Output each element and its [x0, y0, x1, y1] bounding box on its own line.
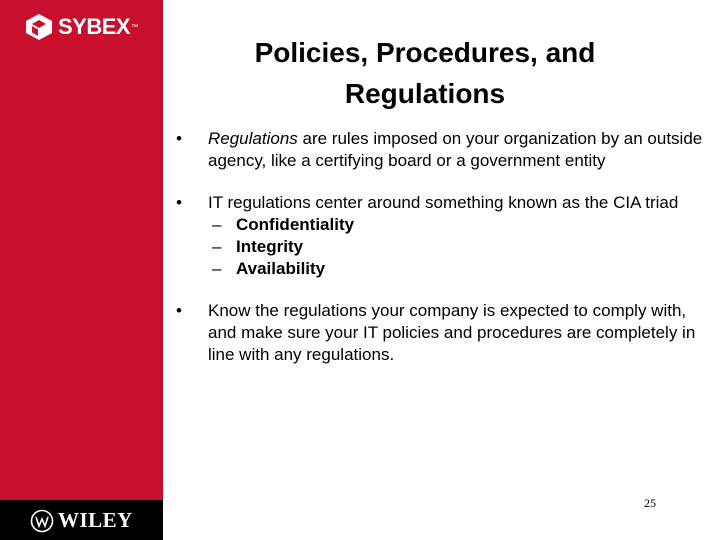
sybex-wordmark: SYBEX [58, 14, 131, 39]
bullet-italic-term: Regulations [208, 129, 298, 148]
sybex-logo [24, 12, 138, 42]
slide-title: Policies, Procedures, and Regulations [254, 37, 596, 109]
bullet-marker: • [176, 301, 182, 320]
bullet-item [176, 300, 716, 366]
sub-bullet-item [208, 214, 716, 236]
sub-bullet-list [208, 214, 716, 280]
sub-bullet-item [208, 236, 716, 258]
sybex-cube-icon [24, 12, 54, 42]
page-number: 25 [644, 496, 656, 510]
bullet-text: are rules imposed on your organization by an outside agency, like a certifying board or a government entity [208, 129, 703, 170]
wiley-logo [30, 508, 133, 533]
sub-bullet-text: Integrity [236, 237, 304, 256]
bullet-item [176, 128, 716, 172]
sidebar [0, 0, 163, 540]
bullet-item [176, 192, 716, 280]
dash-marker: – [212, 259, 222, 278]
sub-bullet-text: Availability [236, 259, 326, 278]
bullet-list [176, 128, 716, 386]
trademark-mark: ™ [131, 23, 139, 31]
wiley-wordmark: WILEY [58, 508, 133, 532]
wiley-emblem-icon [30, 509, 54, 533]
sub-bullet-item [208, 258, 716, 280]
bullet-marker: • [176, 129, 182, 148]
dash-marker: – [212, 215, 222, 234]
bullet-marker: • [176, 193, 182, 212]
bullet-text: IT regulations center around something known as the CIA triad [208, 193, 679, 212]
dash-marker: – [212, 237, 222, 256]
sub-bullet-text: Confidentiality [236, 215, 355, 234]
bullet-text: Know the regulations your company is expected to comply with, and make sure your IT policies and procedures are completely in line with any regulations. [208, 301, 696, 364]
